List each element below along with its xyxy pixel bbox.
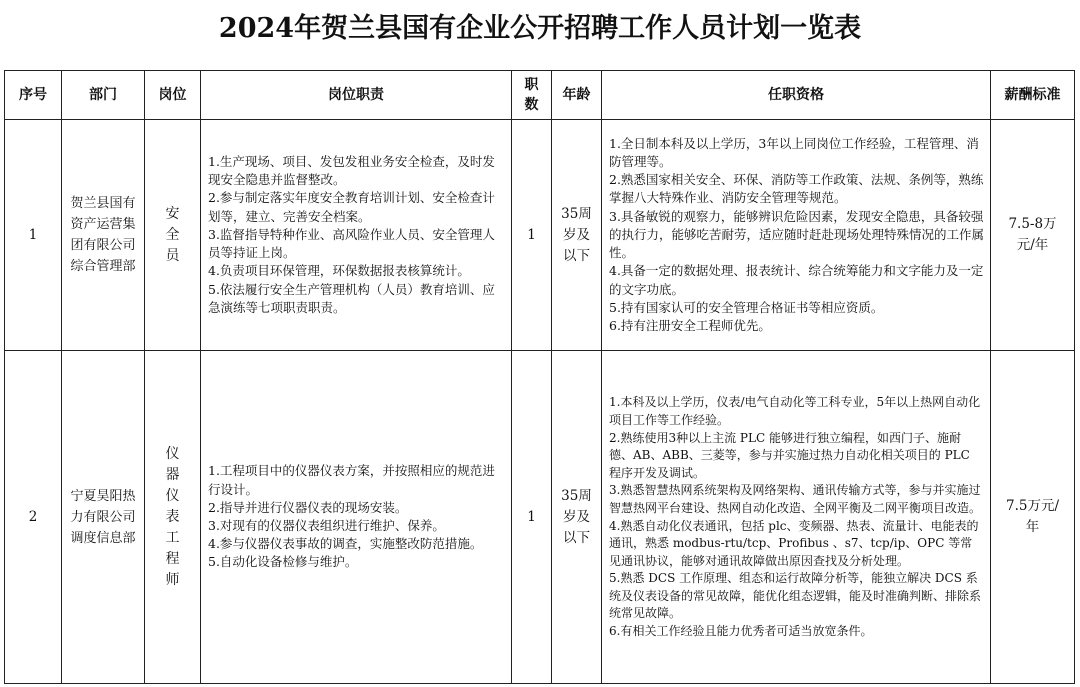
recruitment-table (4, 70, 1075, 684)
list-item: 1.全日制本科及以上学历，3年以上同岗位工作经验，工程管理、消防管理等。 (609, 135, 979, 170)
cell-salary (991, 351, 1075, 684)
header-salary-label: 薪酬标准 (1004, 87, 1061, 103)
table-row (5, 120, 1075, 351)
list-item: 4.具备一定的数据处理、报表统计、综合统筹能力和文字能力及一定的文字功底。 (609, 263, 984, 297)
cell-duties (201, 120, 512, 351)
cell-seq: 1 (5, 120, 62, 351)
list-item: 3.对现有的仪器仪表组织进行维护、保养。 (208, 518, 445, 533)
header-post: 岗位 (145, 71, 201, 120)
header-count (512, 71, 552, 120)
header-count-label: 职数 (524, 77, 539, 113)
header-duties: 岗位职责 (201, 71, 512, 120)
cell-age (552, 120, 602, 351)
list-item: 4.参与仪器仪表事故的调查，实施整改防范措施。 (208, 536, 483, 552)
qualifications-list (602, 135, 990, 335)
duties-list (201, 153, 511, 317)
post-label: 安全员 (165, 205, 180, 264)
age-label: 35周岁及以下 (561, 205, 592, 264)
age-label: 35周岁及以下 (561, 487, 592, 546)
list-item: 1.生产现场、项目、发包发租业务安全检查，及时发现安全隐患并监督整改。 (208, 154, 495, 188)
salary-label: 7.5万元/年 (1005, 498, 1060, 535)
table-row (5, 351, 1075, 684)
header-row (5, 71, 1075, 120)
list-item: 1.工程项目中的仪器仪表方案，并按照相应的规范进行设计。 (208, 463, 495, 497)
list-item: 3.具备敏锐的观察力，能够辨识危险因素，发现安全隐患，具备较强的执行力，能够吃苦耐劳，适应随时赶赴现场处理特殊情况的工作属性。 (609, 208, 985, 261)
cell-post (145, 351, 201, 684)
post-label: 仪器仪表工程师 (165, 445, 180, 588)
list-item: 2.指导并进行仪器仪表的现场安装。 (208, 499, 408, 515)
header-dept: 部门 (62, 71, 145, 120)
cell-seq: 2 (5, 351, 62, 684)
list-item: 5.依法履行安全生产管理机构（人员）教育培训、应急演练等七项职责职责。 (208, 281, 495, 315)
cell-qualifications (602, 120, 991, 351)
list-item: 6.持有注册安全工程师优先。 (609, 317, 771, 333)
duties-list (201, 462, 511, 571)
list-item: 4.负责项目环保管理，环保数据报表核算统计。 (208, 263, 470, 279)
header-salary (991, 71, 1075, 120)
list-item: 1.本科及以上学历，仪表/电气自动化等工科专业，5年以上热网自动化项目工作等工作经验。 (609, 395, 981, 427)
cell-dept: 贺兰县国有资产运营集团有限公司综合管理部 (62, 120, 145, 351)
cell-duties (201, 351, 512, 684)
header-age: 年龄 (552, 71, 602, 120)
header-seq: 序号 (5, 71, 62, 120)
cell-count: 1 (512, 120, 552, 351)
list-item: 5.持有国家认可的安全管理合格证书等相应资质。 (609, 299, 884, 315)
list-item: 2.参与制定落实年度安全教育培训计划、安全检查计划等，建立、完善安全档案。 (208, 190, 495, 224)
list-item: 4.熟悉自动化仪表通讯，包括 plc、变频器、热表、流量计、电能表的通讯，熟悉 modbus-rtu/tcp、Profibus 、s7、tcp/ip、OPC 等常见通讯协议，能够对通讯故障做出原因查找及分析处理。 (609, 518, 979, 568)
cell-salary (991, 120, 1075, 351)
list-item: 3.熟悉智慧热网系统架构及网络架构、通讯传输方式等，参与并实施过智慧热网平台建设、热网自动化改造、全网平衡及二网平衡项目改造。 (609, 483, 982, 515)
cell-dept: 宁夏昊阳热力有限公司调度信息部 (62, 351, 145, 684)
cell-qualifications (602, 351, 991, 684)
list-item: 3.监督指导特种作业、高风险作业人员、安全管理人员等持证上岗。 (208, 226, 495, 261)
list-item: 2.熟练使用3种以上主流 PLC 能够进行独立编程，如西门子、施耐德、AB、ABB、三菱等，参与并实施过热力自动化相关项目的 PLC 程序开发及调试。 (609, 430, 970, 480)
list-item: 6.有相关工作经验且能力优秀者可适当放宽条件。 (609, 624, 873, 639)
page-title: 2024年贺兰县国有企业公开招聘工作人员计划一览表 (218, 13, 862, 44)
list-item: 2.熟悉国家相关安全、环保、消防等工作政策、法规、条例等，熟练掌握八大特殊作业、消防安全管理等规范。 (609, 172, 984, 206)
cell-post (145, 120, 201, 351)
salary-label: 7.5-8万元/年 (1008, 216, 1057, 253)
list-item: 5.自动化设备检修与维护。 (208, 554, 358, 570)
qualifications-list (602, 393, 990, 640)
cell-age (552, 351, 602, 684)
header-qualifications: 任职资格 (602, 71, 991, 120)
list-item: 5.熟悉 DCS 工作原理、组态和运行故障分析等，能独立解决 DCS 系统及仪表设备的常见故障，能优化组态逻辑，能及时准确判断、排除系统常见故障。 (609, 571, 982, 621)
cell-count: 1 (512, 351, 552, 684)
